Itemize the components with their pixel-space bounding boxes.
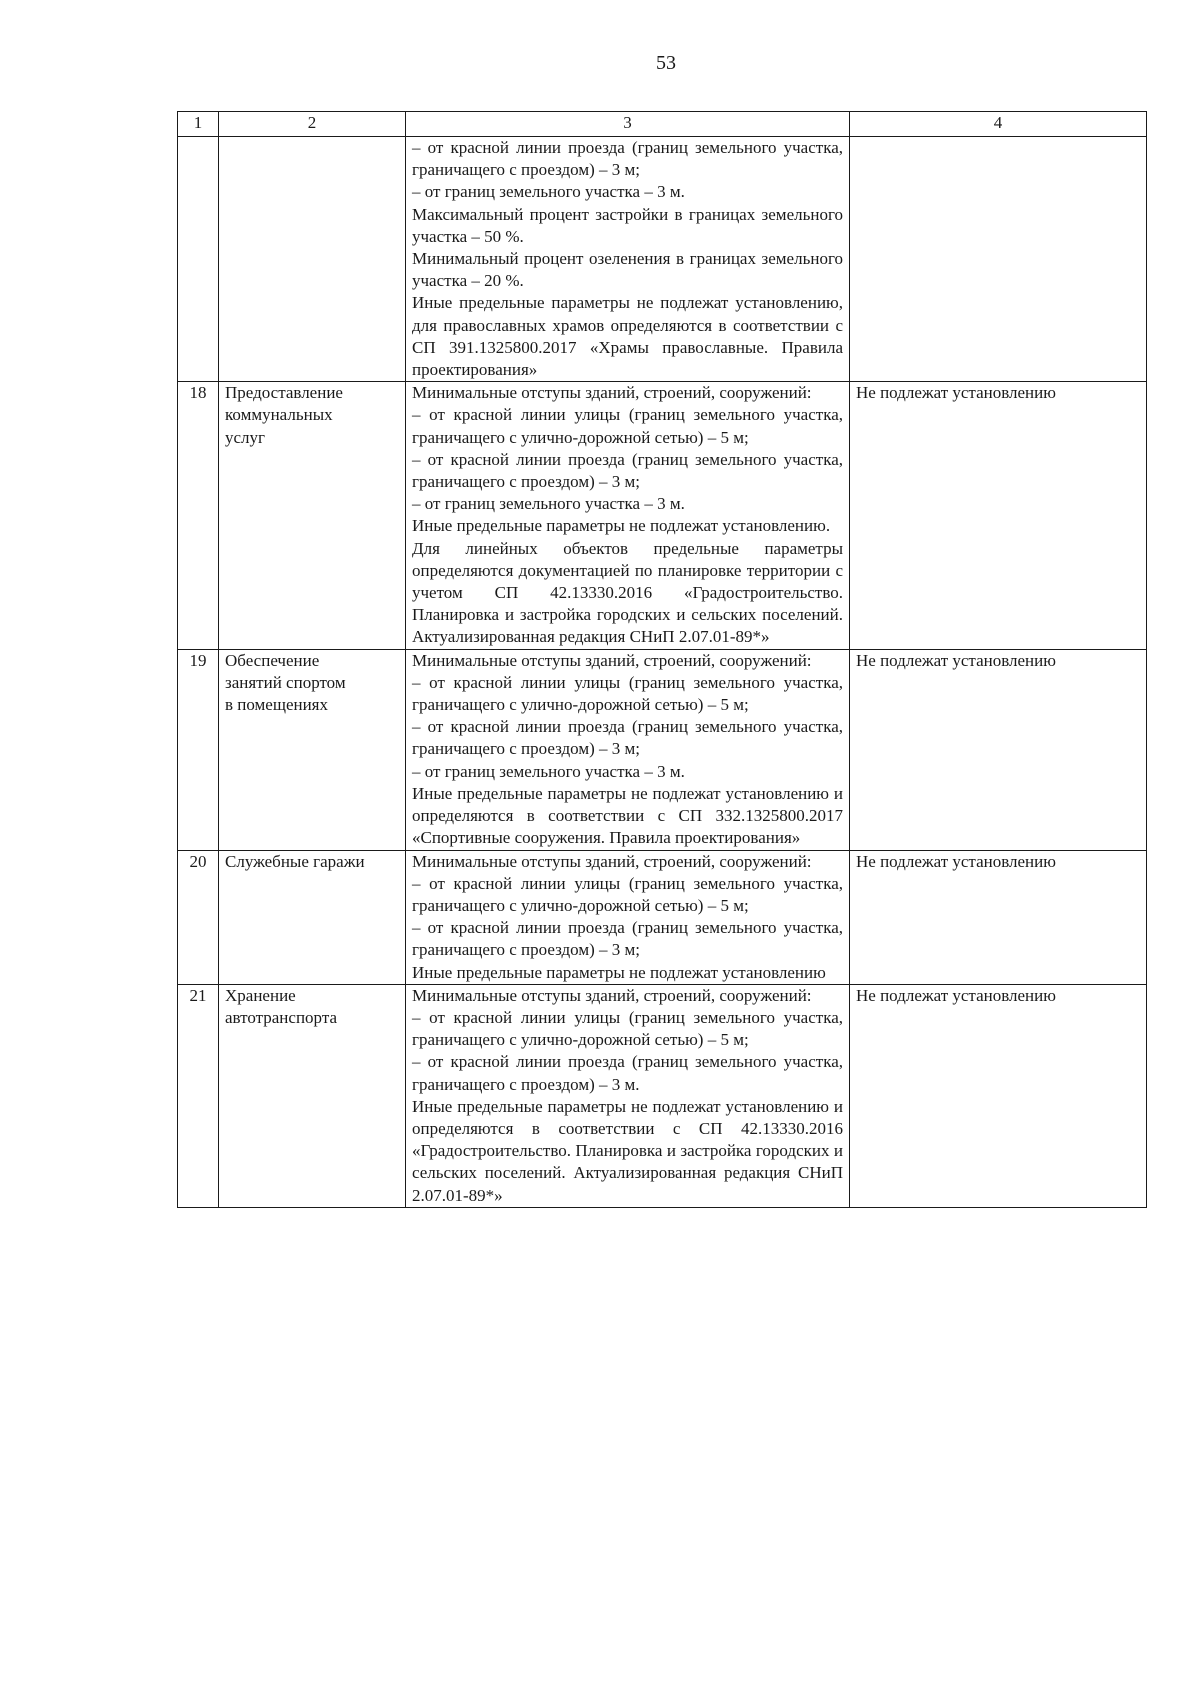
parameter-paragraph: Максимальный процент застройки в границах земельного участка – 50 %. <box>412 204 843 246</box>
page-number: 53 <box>656 52 676 74</box>
header-cell: 4 <box>850 112 1147 137</box>
use-type-line: Обеспечение <box>225 650 320 670</box>
parameter-paragraph: – от красной линии проезда (границ земельного участка, граничащего с проездом) – 3 м; <box>412 138 843 180</box>
parameter-paragraph: – от красной линии улицы (границ земельного участка, граничащего с улично-дорожной сетью) – 5 м; <box>412 1007 843 1050</box>
parameter-paragraph: Иные предельные параметры не подлежат установлению и определяются в соответствии с СП 42.13330.2016 «Градостроительство. Планировка и застройка городских и сельских поселений. Актуализированная редакция СНиП 2.07.01-89*» <box>412 1096 843 1205</box>
use-type-line: Хранение <box>225 985 296 1005</box>
parameter-paragraph: – от красной линии улицы (границ земельного участка, граничащего с улично-дорожной сетью) – 5 м; <box>412 873 843 915</box>
parameter-paragraph: – от границ земельного участка – 3 м. <box>412 761 685 781</box>
note-cell <box>850 137 1147 382</box>
use-type-line: автотранспорта <box>225 1007 338 1027</box>
note-cell: Не подлежат установлению <box>850 649 1147 850</box>
parameter-paragraph: – от красной линии проезда (границ земельного участка, граничащего с проездом) – 3 м; <box>412 717 843 759</box>
row-number: 19 <box>178 649 219 850</box>
parameter-paragraph: Минимальный процент озеленения в границах земельного участка – 20 %. <box>412 249 843 291</box>
parameter-paragraph: Иные предельные параметры не подлежат установлению <box>412 962 826 982</box>
regulations-table <box>177 111 1147 1208</box>
note-cell: Не подлежат установлению <box>850 382 1147 649</box>
use-type-cell <box>219 850 406 984</box>
row-number: 21 <box>178 984 219 1207</box>
use-type-line: Служебные гаражи <box>225 851 365 871</box>
header-cell: 2 <box>219 112 406 137</box>
use-type-line: коммунальных <box>225 405 333 425</box>
parameter-paragraph: Иные предельные параметры не подлежат установлению и определяются в соответствии с СП 332.1325800.2017 «Спортивные сооружения. Правила проектирования» <box>412 783 843 848</box>
parameter-paragraph: Минимальные отступы зданий, строений, сооружений: <box>412 650 812 670</box>
parameter-paragraph: – от красной линии улицы (границ земельного участка, граничащего с улично-дорожной сетью) – 5 м; <box>412 405 843 447</box>
table-row <box>178 382 1147 649</box>
parameter-paragraph: – от границ земельного участка – 3 м. <box>412 182 685 202</box>
table-row <box>178 137 1147 382</box>
parameter-paragraph: – от красной линии улицы (границ земельного участка, граничащего с улично-дорожной сетью) – 5 м; <box>412 672 843 715</box>
parameter-paragraph: Минимальные отступы зданий, строений, сооружений: <box>412 985 812 1005</box>
parameter-paragraph: – от красной линии проезда (границ земельного участка, граничащего с проездом) – 3 м; <box>412 449 843 492</box>
parameters-cell <box>406 649 850 850</box>
use-type-cell <box>219 382 406 649</box>
parameter-paragraph: – от границ земельного участка – 3 м. <box>412 494 685 514</box>
use-type-cell <box>219 984 406 1207</box>
use-type-cell <box>219 649 406 850</box>
parameter-paragraph: Для линейных объектов предельные параметры определяются документацией по планировке территории с учетом СП 42.13330.2016 «Градостроительство. Планировка и застройка городских и сельских поселений. Актуализированная редакция СНиП 2.07.01-89*» <box>412 538 843 647</box>
use-type-line: услуг <box>225 427 266 447</box>
header-cell: 3 <box>406 112 850 137</box>
parameters-cell <box>406 984 850 1207</box>
parameter-paragraph: – от красной линии проезда (границ земельного участка, граничащего с проездом) – 3 м. <box>412 1052 843 1094</box>
parameters-cell <box>406 850 850 984</box>
use-type-line: Предоставление <box>225 383 343 403</box>
table-row <box>178 649 1147 850</box>
table-row <box>178 850 1147 984</box>
parameter-paragraph: Минимальные отступы зданий, строений, сооружений: <box>412 851 812 871</box>
parameters-cell <box>406 137 850 382</box>
header-row <box>178 112 1147 137</box>
table-row <box>178 984 1147 1207</box>
parameter-paragraph: Иные предельные параметры не подлежат установлению. <box>412 516 831 536</box>
row-number: 18 <box>178 382 219 649</box>
table-body <box>178 137 1147 1208</box>
use-type-line: в помещениях <box>225 695 329 715</box>
note-cell: Не подлежат установлению <box>850 984 1147 1207</box>
row-number: 20 <box>178 850 219 984</box>
parameter-paragraph: Минимальные отступы зданий, строений, сооружений: <box>412 383 812 403</box>
parameter-paragraph: – от красной линии проезда (границ земельного участка, граничащего с проездом) – 3 м; <box>412 918 843 960</box>
row-number <box>178 137 219 382</box>
use-type-line: занятий спортом <box>225 672 346 692</box>
parameter-paragraph: Иные предельные параметры не подлежат установлению, для православных храмов определяются в соответствии с СП 391.1325800.2017 «Храмы православные. Правила проектирования» <box>412 293 843 380</box>
header-cell: 1 <box>178 112 219 137</box>
use-type-cell <box>219 137 406 382</box>
note-cell: Не подлежат установлению <box>850 850 1147 984</box>
parameters-cell <box>406 382 850 649</box>
